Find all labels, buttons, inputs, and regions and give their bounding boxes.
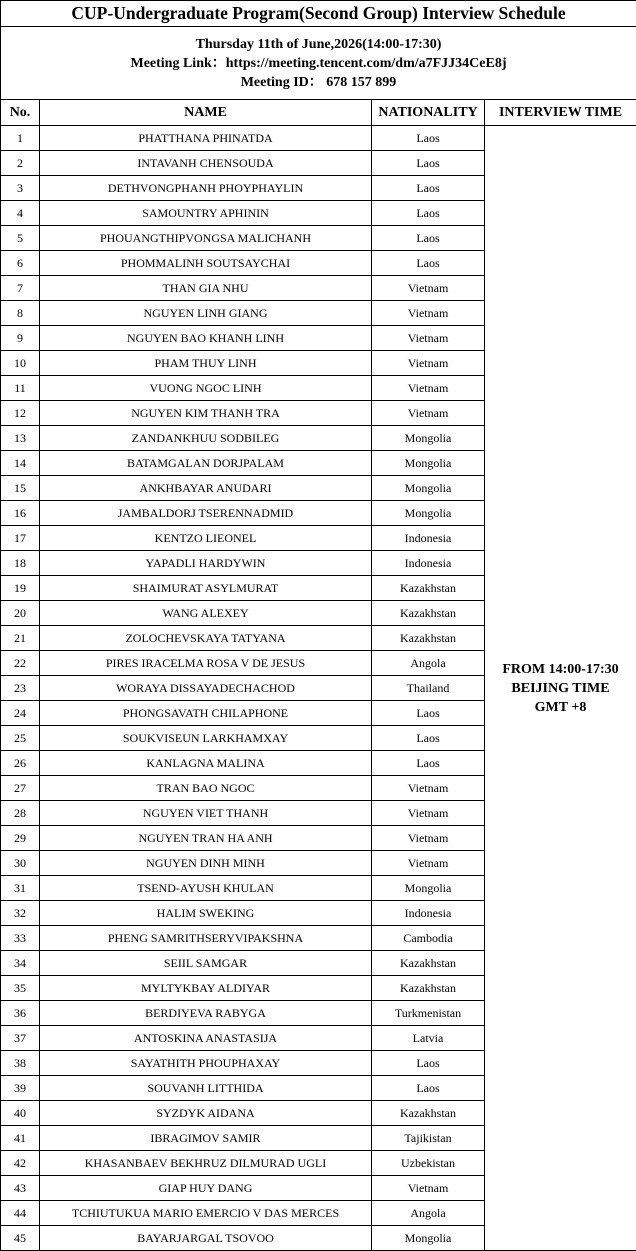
student-name: KHASANBAEV BEKHRUZ DILMURAD UGLI [40, 1151, 372, 1176]
interview-time-line1: FROM 14:00-17:30 [485, 660, 636, 679]
row-number: 10 [1, 351, 40, 376]
student-name: ZANDANKHUU SODBILEG [40, 426, 372, 451]
student-nationality: Vietnam [372, 276, 485, 301]
row-number: 6 [1, 251, 40, 276]
student-name: INTAVANH CHENSOUDA [40, 151, 372, 176]
table-row [1, 126, 636, 151]
student-nationality: Mongolia [372, 426, 485, 451]
row-number: 45 [1, 1226, 40, 1251]
row-number: 24 [1, 701, 40, 726]
student-nationality: Vietnam [372, 776, 485, 801]
student-name: NGUYEN DINH MINH [40, 851, 372, 876]
student-name: NGUYEN BAO KHANH LINH [40, 326, 372, 351]
row-number: 21 [1, 626, 40, 651]
row-number: 3 [1, 176, 40, 201]
student-nationality: Vietnam [372, 376, 485, 401]
header-no: No. [1, 100, 40, 126]
row-number: 27 [1, 776, 40, 801]
meeting-date: Thursday 11th of June,2026(14:00-17:30) [1, 35, 636, 54]
student-nationality: Laos [372, 701, 485, 726]
row-number: 1 [1, 126, 40, 151]
row-number: 31 [1, 876, 40, 901]
student-nationality: Indonesia [372, 526, 485, 551]
row-number: 5 [1, 226, 40, 251]
student-nationality: Kazakhstan [372, 626, 485, 651]
student-nationality: Kazakhstan [372, 576, 485, 601]
row-number: 15 [1, 476, 40, 501]
student-name: BATAMGALAN DORJPALAM [40, 451, 372, 476]
row-number: 35 [1, 976, 40, 1001]
row-number: 20 [1, 601, 40, 626]
meeting-info-row [1, 27, 636, 100]
student-nationality: Laos [372, 751, 485, 776]
student-name: HALIM SWEKING [40, 901, 372, 926]
student-name: DETHVONGPHANH PHOYPHAYLIN [40, 176, 372, 201]
row-number: 11 [1, 376, 40, 401]
student-nationality: Laos [372, 176, 485, 201]
student-nationality: Mongolia [372, 451, 485, 476]
row-number: 22 [1, 651, 40, 676]
interview-time-line3: GMT +8 [485, 698, 636, 717]
student-name: BAYARJARGAL TSOVOO [40, 1226, 372, 1251]
student-name: NGUYEN KIM THANH TRA [40, 401, 372, 426]
meeting-info [1, 27, 636, 100]
title-row [1, 1, 636, 27]
student-nationality: Vietnam [372, 826, 485, 851]
student-nationality: Uzbekistan [372, 1151, 485, 1176]
student-name: PHENG SAMRITHSERYVIPAKSHNA [40, 926, 372, 951]
row-number: 34 [1, 951, 40, 976]
student-name: THAN GIA NHU [40, 276, 372, 301]
row-number: 13 [1, 426, 40, 451]
student-nationality: Vietnam [372, 851, 485, 876]
student-nationality: Vietnam [372, 1176, 485, 1201]
student-name: PHONGSAVATH CHILAPHONE [40, 701, 372, 726]
student-nationality: Angola [372, 651, 485, 676]
student-name: KANLAGNA MALINA [40, 751, 372, 776]
meeting-id: Meeting ID： 678 157 899 [1, 73, 636, 92]
student-name: TSEND-AYUSH KHULAN [40, 876, 372, 901]
row-number: 41 [1, 1126, 40, 1151]
student-name: GIAP HUY DANG [40, 1176, 372, 1201]
meeting-link[interactable]: Meeting Link：https://meeting.tencent.com/dm/a7FJJ34CeE8j [1, 54, 636, 73]
student-name: ANKHBAYAR ANUDARI [40, 476, 372, 501]
row-number: 39 [1, 1076, 40, 1101]
student-nationality: Laos [372, 151, 485, 176]
row-number: 9 [1, 326, 40, 351]
row-number: 7 [1, 276, 40, 301]
row-number: 18 [1, 551, 40, 576]
student-nationality: Vietnam [372, 326, 485, 351]
student-nationality: Indonesia [372, 901, 485, 926]
student-nationality: Cambodia [372, 926, 485, 951]
student-name: KENTZO LIEONEL [40, 526, 372, 551]
student-name: SHAIMURAT ASYLMURAT [40, 576, 372, 601]
student-name: JAMBALDORJ TSERENNADMID [40, 501, 372, 526]
student-name: SAYATHITH PHOUPHAXAY [40, 1051, 372, 1076]
row-number: 16 [1, 501, 40, 526]
student-name: BERDIYEVA RABYGA [40, 1001, 372, 1026]
row-number: 17 [1, 526, 40, 551]
row-number: 2 [1, 151, 40, 176]
interview-time-line2: BEIJING TIME [485, 679, 636, 698]
student-nationality: Kazakhstan [372, 601, 485, 626]
student-nationality: Laos [372, 201, 485, 226]
student-name: NGUYEN VIET THANH [40, 801, 372, 826]
student-name: SOUVANH LITTHIDA [40, 1076, 372, 1101]
student-nationality: Kazakhstan [372, 951, 485, 976]
row-number: 43 [1, 1176, 40, 1201]
student-name: PHOMMALINH SOUTSAYCHAI [40, 251, 372, 276]
student-nationality: Mongolia [372, 501, 485, 526]
student-name: PHOUANGTHIPVONGSA MALICHANH [40, 226, 372, 251]
student-name: SEIIL SAMGAR [40, 951, 372, 976]
row-number: 30 [1, 851, 40, 876]
student-name: NGUYEN LINH GIANG [40, 301, 372, 326]
row-number: 23 [1, 676, 40, 701]
schedule-title: CUP-Undergraduate Program(Second Group) Interview Schedule [1, 1, 636, 27]
student-name: TCHIUTUKUA MARIO EMERCIO V DAS MERCES [40, 1201, 372, 1226]
student-nationality: Vietnam [372, 351, 485, 376]
student-nationality: Latvia [372, 1026, 485, 1051]
row-number: 33 [1, 926, 40, 951]
student-name: MYLTYKBAY ALDIYAR [40, 976, 372, 1001]
student-name: PHATTHANA PHINATDA [40, 126, 372, 151]
row-number: 25 [1, 726, 40, 751]
student-nationality: Vietnam [372, 401, 485, 426]
student-name: TRAN BAO NGOC [40, 776, 372, 801]
interview-time-cell [485, 126, 636, 1251]
student-nationality: Vietnam [372, 801, 485, 826]
student-name: SAMOUNTRY APHININ [40, 201, 372, 226]
student-nationality: Mongolia [372, 476, 485, 501]
student-nationality: Mongolia [372, 1226, 485, 1251]
student-nationality: Kazakhstan [372, 1101, 485, 1126]
row-number: 29 [1, 826, 40, 851]
row-number: 37 [1, 1026, 40, 1051]
header-row [1, 100, 636, 126]
student-name: SOUKVISEUN LARKHAMXAY [40, 726, 372, 751]
student-name: PHAM THUY LINH [40, 351, 372, 376]
student-nationality: Thailand [372, 676, 485, 701]
row-number: 19 [1, 576, 40, 601]
row-number: 32 [1, 901, 40, 926]
student-name: WANG ALEXEY [40, 601, 372, 626]
row-number: 4 [1, 201, 40, 226]
student-nationality: Laos [372, 251, 485, 276]
header-interview-time: INTERVIEW TIME [485, 100, 636, 126]
row-number: 8 [1, 301, 40, 326]
header-nationality: NATIONALITY [372, 100, 485, 126]
student-nationality: Kazakhstan [372, 976, 485, 1001]
student-name: VUONG NGOC LINH [40, 376, 372, 401]
student-name: WORAYA DISSAYADECHACHOD [40, 676, 372, 701]
student-name: ZOLOCHEVSKAYA TATYANA [40, 626, 372, 651]
row-number: 42 [1, 1151, 40, 1176]
row-number: 28 [1, 801, 40, 826]
student-nationality: Indonesia [372, 551, 485, 576]
row-number: 44 [1, 1201, 40, 1226]
row-number: 36 [1, 1001, 40, 1026]
row-number: 40 [1, 1101, 40, 1126]
student-nationality: Angola [372, 1201, 485, 1226]
student-nationality: Laos [372, 726, 485, 751]
student-name: SYZDYK AIDANA [40, 1101, 372, 1126]
student-name: IBRAGIMOV SAMIR [40, 1126, 372, 1151]
student-nationality: Turkmenistan [372, 1001, 485, 1026]
student-nationality: Vietnam [372, 301, 485, 326]
student-name: PIRES IRACELMA ROSA V DE JESUS [40, 651, 372, 676]
student-nationality: Laos [372, 226, 485, 251]
row-number: 38 [1, 1051, 40, 1076]
student-name: YAPADLI HARDYWIN [40, 551, 372, 576]
student-nationality: Laos [372, 1076, 485, 1101]
student-name: ANTOSKINA ANASTASIJA [40, 1026, 372, 1051]
row-number: 26 [1, 751, 40, 776]
row-number: 12 [1, 401, 40, 426]
student-nationality: Mongolia [372, 876, 485, 901]
student-nationality: Laos [372, 126, 485, 151]
row-number: 14 [1, 451, 40, 476]
student-nationality: Tajikistan [372, 1126, 485, 1151]
student-name: NGUYEN TRAN HA ANH [40, 826, 372, 851]
student-nationality: Laos [372, 1051, 485, 1076]
header-name: NAME [40, 100, 372, 126]
